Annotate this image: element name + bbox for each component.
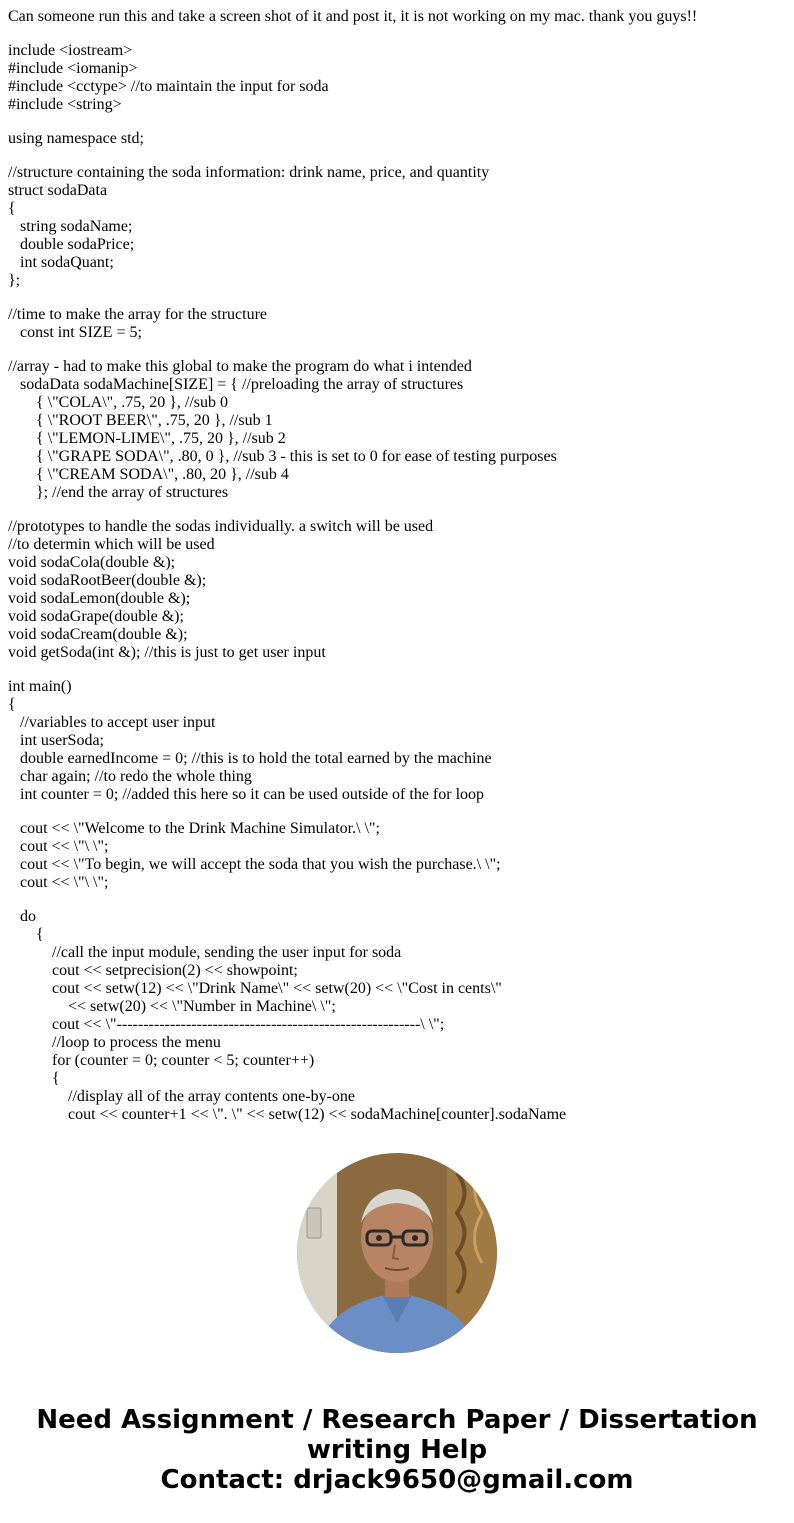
code-block [8,820,788,892]
code-line: //variables to accept user input [8,714,216,731]
code-line: string sodaName; [8,218,133,235]
code-block [8,518,788,662]
code-line: { \"ROOT BEER\", .75, 20 }, //sub 1 [8,412,273,429]
code-listing [8,42,788,1140]
code-line: { \"COLA\", .75, 20 }, //sub 0 [8,394,228,411]
code-line: const int SIZE = 5; [8,324,142,341]
code-line: { [8,1070,60,1087]
code-line: //to determin which will be used [8,536,215,553]
code-line: void sodaRootBeer(double &); [8,572,207,589]
code-line: //call the input module, sending the user input for soda [8,944,402,961]
code-line: #include <string> [8,96,122,113]
code-line: //display all of the array contents one-by-one [8,1088,356,1105]
code-line: void sodaLemon(double &); [8,590,191,607]
code-line: int counter = 0; //added this here so it can be used outside of the for loop [8,786,485,803]
code-line: }; //end the array of structures [8,484,229,501]
code-block [8,678,788,804]
code-line: include <iostream> [8,42,133,59]
code-line: double earnedIncome = 0; //this is to hold the total earned by the machine [8,750,492,767]
code-line: #include <cctype> //to maintain the input for soda [8,78,329,95]
code-line: void getSoda(int &); //this is just to get user input [8,644,326,661]
code-block [8,130,788,148]
code-line: cout << \"---------------------------------------------------------\ \"; [8,1016,445,1033]
promo-line-1: Need Assignment / Research Paper / Dissertation [36,1405,758,1435]
code-line: int main() [8,678,72,695]
code-line: cout << \"Welcome to the Drink Machine Simulator.\ \"; [8,820,380,837]
code-line: }; [8,272,21,289]
code-line: { [8,696,16,713]
promo-contact: Contact: drjack9650@gmail.com [160,1465,634,1495]
code-line: void sodaCola(double &); [8,554,176,571]
code-line: cout << \"\ \"; [8,838,109,855]
code-line: cout << setprecision(2) << showpoint; [8,962,298,979]
code-line: { \"LEMON-LIME\", .75, 20 }, //sub 2 [8,430,286,447]
code-line: cout << counter+1 << \". \" << setw(12) << sodaMachine[counter].sodaName [8,1106,567,1123]
question-text: Can someone run this and take a screen shot of it and post it, it is not working on my mac. thank you guys!! [8,8,698,25]
code-line: struct sodaData [8,182,108,199]
code-line: { \"GRAPE SODA\", .80, 0 }, //sub 3 - this is set to 0 for ease of testing purposes [8,448,557,465]
code-line: char again; //to redo the whole thing [8,768,252,785]
code-line: { \"CREAM SODA\", .80, 20 }, //sub 4 [8,466,289,483]
code-line: { [8,200,16,217]
code-line: { [8,926,44,943]
code-line: //prototypes to handle the sodas individually. a switch will be used [8,518,434,535]
code-line: //time to make the array for the structure [8,306,268,323]
code-line: int userSoda; [8,732,104,749]
code-line: //array - had to make this global to make the program do what i intended [8,358,472,375]
code-line: //loop to process the menu [8,1034,221,1051]
code-block [8,42,788,114]
code-line: double sodaPrice; [8,236,135,253]
code-line: << setw(20) << \"Number in Machine\ \"; [8,998,336,1015]
code-line: do [8,908,36,925]
avatar-portrait [297,1153,497,1353]
promo-banner [0,1405,794,1495]
code-line: using namespace std; [8,130,144,147]
code-line: for (counter = 0; counter < 5; counter++) [8,1052,315,1069]
code-block [8,306,788,342]
author-avatar [297,1153,497,1353]
code-line: //structure containing the soda information: drink name, price, and quantity [8,164,490,181]
code-block [8,358,788,502]
code-line: cout << \"\ \"; [8,874,109,891]
code-line: sodaData sodaMachine[SIZE] = { //preloading the array of structures [8,376,464,393]
code-block [8,164,788,290]
code-line: int sodaQuant; [8,254,114,271]
promo-line-2: writing Help [306,1435,488,1465]
code-line: cout << setw(12) << \"Drink Name\" << setw(20) << \"Cost in cents\" [8,980,502,997]
code-line: cout << \"To begin, we will accept the soda that you wish the purchase.\ \"; [8,856,501,873]
code-block [8,908,788,1124]
code-line: #include <iomanip> [8,60,138,77]
code-line: void sodaCream(double &); [8,626,188,643]
code-line: void sodaGrape(double &); [8,608,184,625]
